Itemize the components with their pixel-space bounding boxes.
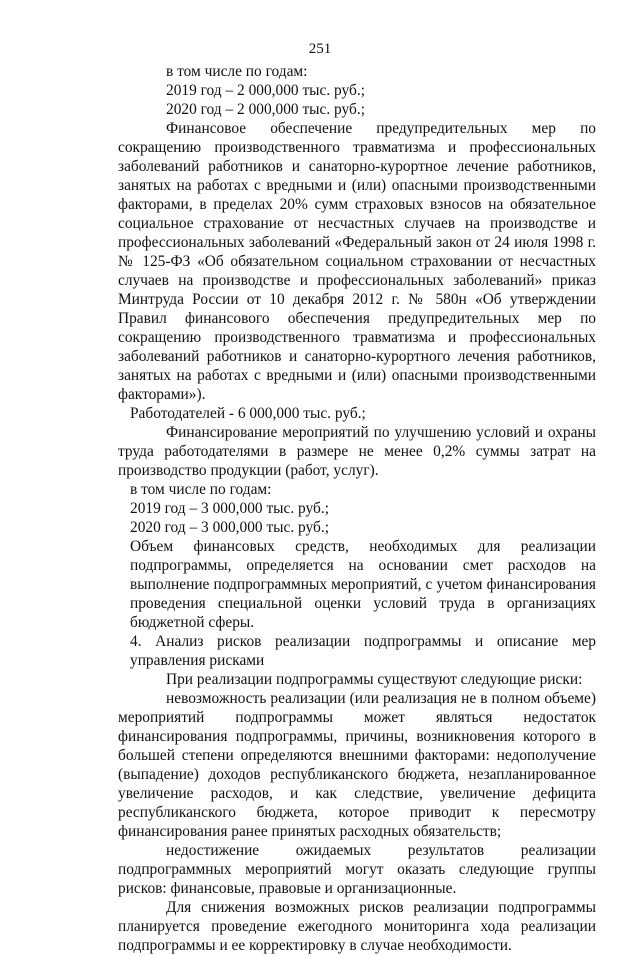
paragraph-risks-intro: При реализации подпрограммы существуют следующие риски: (166, 671, 583, 688)
paragraph-2020-fss: 2020 год – 2 000,000 тыс. руб.; (166, 101, 365, 118)
paragraph-2020-employers: 2020 год – 3 000,000 тыс. руб.; (130, 519, 329, 536)
paragraph-employers-financing: Финансирование мероприятий по улучшению условий и охраны труда работодателями в размере не менее 0,2% суммы затрат на производство продукции (работ, услуг). (118, 424, 596, 479)
page-number: 251 (308, 41, 332, 57)
document-body (118, 62, 596, 955)
paragraph-2019-employers: 2019 год – 3 000,000 тыс. руб.; (130, 500, 329, 517)
paragraph-years-label: в том числе по годам: (166, 63, 308, 80)
paragraph-fss-financing: Финансовое обеспечение предупредительных мер по сокращению производственного травматизма и профессиональных заболеваний работников и санаторно-курортное лечение работников, занятых на работах с вредными и (или) опасными производственными факторами, в пределах 20% сумм страховых взносов на обязательное социальное страхование от несчастных случаев на производстве и профессиональных заболеваний «Федеральный закон от 24 июля 1998 г. № 125-ФЗ «Об обязательном социальном страховании от несчастных случаев на производстве и профессиональных заболеваний» приказ Минтруда России от 10 декабря 2012 г. № 580н «Об утверждении Правил финансового обеспечения предупредительных мер по сокращению производственного травматизма и профессиональных заболеваний работников и санаторно-курортного лечения работников, занятых на работах с вредными и (или) опасными производственными факторами»). (118, 120, 596, 403)
paragraph-risk-results: недостижение ожидаемых результатов реализации подпрограммных мероприятий могут оказать следующие группы рисков: финансовые, правовые и организационные. (118, 842, 596, 897)
paragraph-years-label-2: в том числе по годам: (130, 481, 272, 498)
paragraph-risk-mitigation: Для снижения возможных рисков реализации подпрограммы планируется проведение ежегодного мониторинга хода реализации подпрограммы и ее корректировку в случае необходимости. (118, 899, 596, 954)
paragraph-risk-financing: невозможность реализации (или реализация не в полном объеме) мероприятий подпрограммы может являться недостаток финансирования подпрограммы, причины, возникновения которого в большей степени определяются внешними факторами: недополучение (выпадение) доходов республиканского бюджета, незапланированное увеличение расходов, и как следствие, увеличение дефицита республиканского бюджета, которое приводит к пересмотру финансирования ранее принятых расходных обязательств; (118, 690, 596, 840)
paragraph-2019-fss: 2019 год – 2 000,000 тыс. руб.; (166, 82, 365, 99)
paragraph-volume-of-funds: Объем финансовых средств, необходимых для реализации подпрограммы, определяется на основании смет расходов на выполнение подпрограммных мероприятий, с учетом финансирования проведения специальной оценки условий труда в организациях бюджетной сферы. (130, 538, 596, 631)
section-heading-risks: 4. Анализ рисков реализации подпрограммы и описание мер управления рисками (130, 633, 596, 669)
paragraph-employers-total: Работодателей - 6 000,000 тыс. руб.; (130, 405, 366, 422)
